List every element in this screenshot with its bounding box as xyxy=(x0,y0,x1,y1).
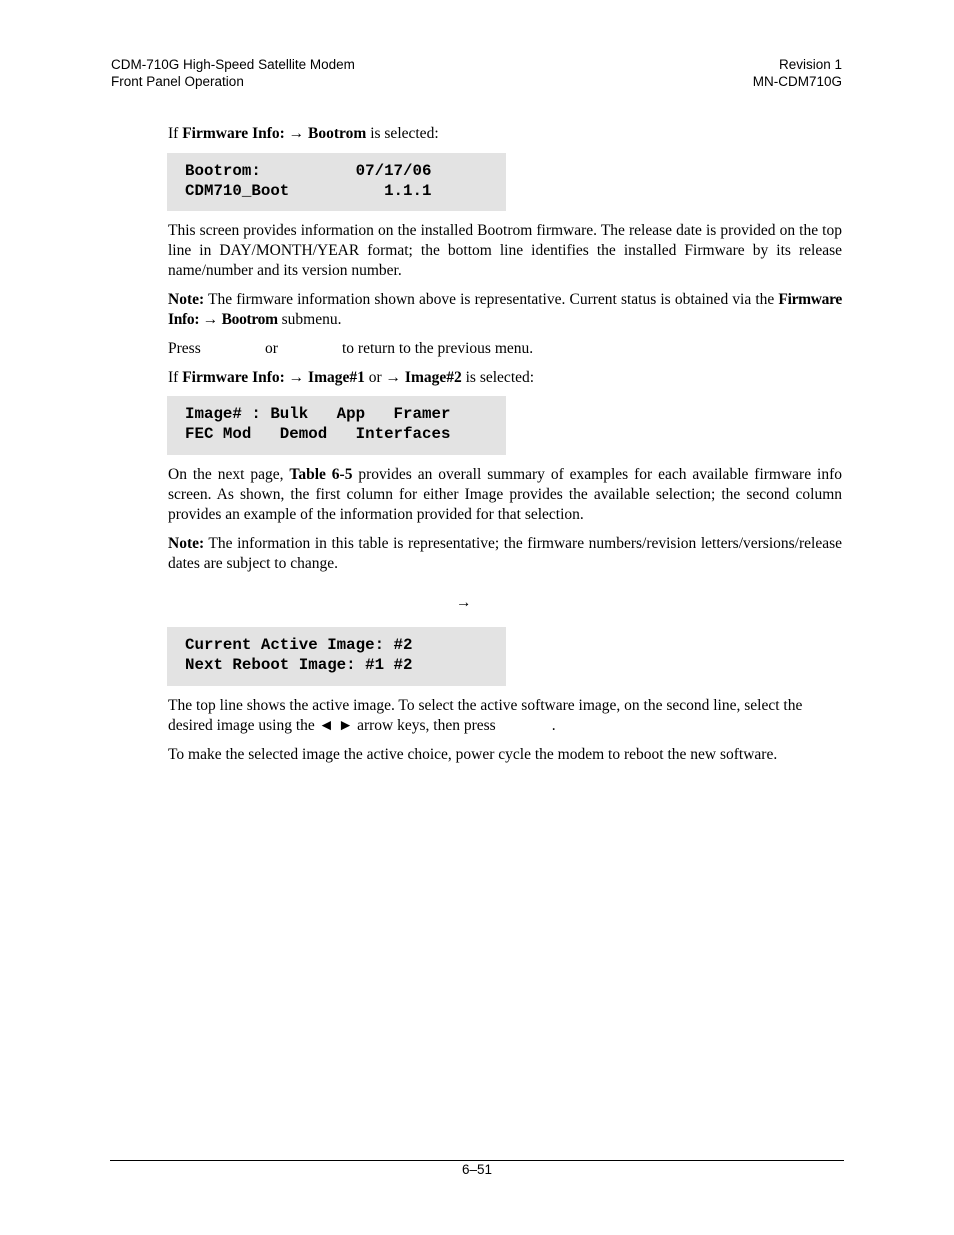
arrow-keys-icon: ◄ ► xyxy=(318,717,354,734)
page-number: 6–51 xyxy=(461,1162,493,1177)
running-header-right xyxy=(753,56,842,90)
image-intro: If Firmware Info: → Image#1 or → Image#2 is selected: xyxy=(168,369,535,386)
image-note: Note: The information in this table is representative; the firmware numbers/revision letters/versions/release dates are subject to change. xyxy=(168,535,842,572)
active-image-lcd-display xyxy=(167,627,506,686)
revision: Revision 1 xyxy=(778,57,842,72)
chapter-title: Front Panel Operation xyxy=(111,74,244,89)
running-header-left xyxy=(111,56,355,90)
lcd-line-2: Next Reboot Image: #1 #2 xyxy=(185,655,413,674)
bootrom-note: Note: The firmware information shown above is representative. Current status is obtained via the Firmware Info: → Bootrom submenu. xyxy=(168,291,842,328)
active-image-description: The top line shows the active image. To select the active software image, on the second line, select the desired image using the ◄ ► arrow keys, then press . xyxy=(168,697,803,734)
table-reference: Table 6-5 xyxy=(289,466,353,483)
image-description: On the next page, Table 6-5 provides an overall summary of examples for each available firmware info screen. As shown, the first column for either Image provides the available selection; the second column provides an example of the information provided for that selection. xyxy=(168,466,842,523)
footer-rule xyxy=(110,1160,844,1161)
arrow-icon: → xyxy=(288,125,305,142)
doc-number: MN-CDM710G xyxy=(752,74,842,89)
lcd-line-2: FEC Mod Demod Interfaces xyxy=(185,424,451,443)
image-lcd-display xyxy=(167,396,506,455)
arrow-icon: → xyxy=(456,594,472,611)
lcd-line-1: Image# : Bulk App Framer xyxy=(185,405,451,423)
bootrom-lcd-display xyxy=(167,153,506,211)
bootrom-description: This screen provides information on the installed Bootrom firmware. The release date is provided on the top line in DAY/MONTH/YEAR format; the bottom line identifies the installed Firmware by its release name/number and its version number. xyxy=(168,222,842,279)
lcd-line-1: Current Active Image: #2 xyxy=(185,636,413,654)
lcd-line-2: CDM710_Boot 1.1.1 xyxy=(185,181,432,200)
reboot-instruction: To make the selected image the active choice, power cycle the modem to reboot the new software. xyxy=(168,746,778,763)
bootrom-intro: If Firmware Info: → Bootrom is selected: xyxy=(168,125,439,142)
doc-title: CDM-710G High-Speed Satellite Modem xyxy=(111,57,355,72)
lcd-line-1: Bootrom: 07/17/06 xyxy=(185,162,432,180)
